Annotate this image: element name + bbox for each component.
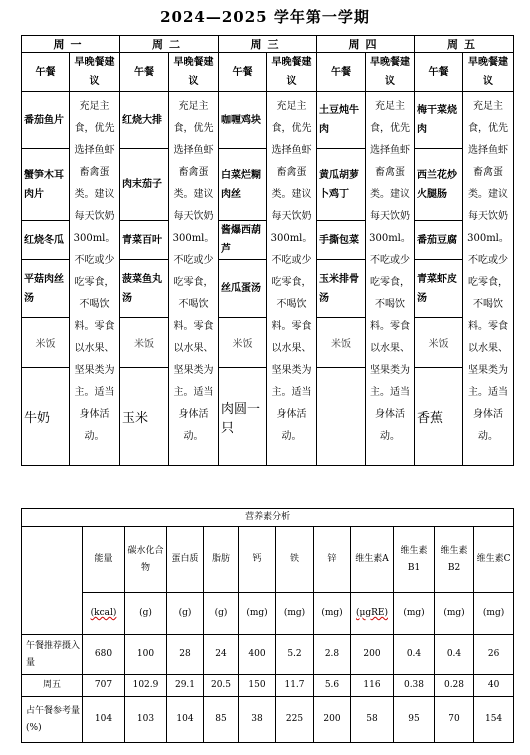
lunch-header: 午餐 — [317, 53, 366, 92]
day-thu: 周四 — [317, 36, 415, 53]
unit-cell: (g) — [167, 593, 204, 635]
day-wed: 周三 — [219, 36, 317, 53]
day-header-row — [22, 36, 514, 53]
nutrient-header: 维生素C — [474, 527, 514, 593]
dish: 白菜烂糊肉丝 — [219, 149, 267, 221]
table-cell: 150 — [239, 675, 276, 697]
dish-row — [22, 92, 514, 149]
table-cell: 24 — [204, 635, 239, 675]
dish: 咖喱鸡块 — [219, 92, 267, 149]
dish: 平菇肉丝汤 — [22, 260, 70, 318]
unit-cell: (g) — [204, 593, 239, 635]
meal-advice: 充足主食，优先选择鱼虾畜禽蛋类。建议每天饮奶300ml。不吃或少吃零食，不喝饮料。零食以水果、坚果类为主。适当身体活动。 — [267, 92, 317, 466]
dish: 番茄鱼片 — [22, 92, 70, 149]
table-cell: 102.9 — [125, 675, 167, 697]
unit-cell: (mg) — [394, 593, 435, 635]
advice-header: 早晚餐建议 — [366, 53, 415, 92]
dish: 番茄豆腐 — [415, 221, 463, 260]
table-cell: 104 — [83, 697, 125, 743]
nutrient-header: 锌 — [314, 527, 351, 593]
dish: 黄瓜胡萝卜鸡丁 — [317, 149, 366, 221]
nutrient-header: 铁 — [276, 527, 314, 593]
staple: 米饭 — [317, 318, 366, 368]
table-cell: 5.2 — [276, 635, 314, 675]
table-cell: 58 — [351, 697, 394, 743]
table-cell: 40 — [474, 675, 514, 697]
table-cell: 11.7 — [276, 675, 314, 697]
snack — [317, 368, 366, 466]
table-cell: 95 — [394, 697, 435, 743]
dish: 手撕包菜 — [317, 221, 366, 260]
staple: 米饭 — [219, 318, 267, 368]
page-title: 2024—2025 学年第一学期 — [160, 8, 370, 26]
nutrient-header: 能量 — [83, 527, 125, 593]
unit-cell: (mg) — [276, 593, 314, 635]
unit-cell: (μgRE) — [351, 593, 394, 635]
corner-cell — [22, 527, 83, 635]
nutrient-header: 维生素A — [351, 527, 394, 593]
table-cell: 85 — [204, 697, 239, 743]
lunch-header: 午餐 — [22, 53, 70, 92]
table-row — [22, 675, 514, 697]
lunch-header: 午餐 — [120, 53, 169, 92]
table-cell: 707 — [83, 675, 125, 697]
dish: 菠菜鱼丸汤 — [120, 260, 169, 318]
dish: 青菜虾皮汤 — [415, 260, 463, 318]
table-cell: 20.5 — [204, 675, 239, 697]
table-cell: 2.8 — [314, 635, 351, 675]
dish: 西兰花炒火腿肠 — [415, 149, 463, 221]
table-cell: 0.4 — [435, 635, 474, 675]
lunch-header: 午餐 — [219, 53, 267, 92]
table-cell: 26 — [474, 635, 514, 675]
advice-header: 早晚餐建议 — [463, 53, 514, 92]
unit-row — [22, 593, 514, 635]
advice-header: 早晚餐建议 — [169, 53, 219, 92]
column-header-row — [22, 53, 514, 92]
meal-advice: 充足主食，优先选择鱼虾畜禽蛋类。建议每天饮奶300ml。不吃或少吃零食，不喝饮料。零食以水果、坚果类为主。适当身体活动。 — [70, 92, 120, 466]
day-fri: 周五 — [415, 36, 514, 53]
table-cell: 38 — [239, 697, 276, 743]
table-row — [22, 635, 514, 675]
table-row — [22, 697, 514, 743]
meal-advice: 充足主食，优先选择鱼虾畜禽蛋类。建议每天饮奶300ml。不吃或少吃零食，不喝饮料。零食以水果、坚果类为主。适当身体活动。 — [463, 92, 514, 466]
table-cell: 103 — [125, 697, 167, 743]
dish: 丝瓜蛋汤 — [219, 260, 267, 318]
table-cell: 5.6 — [314, 675, 351, 697]
unit-cell: (mg) — [239, 593, 276, 635]
table-cell: 400 — [239, 635, 276, 675]
unit-cell: (kcal) — [83, 593, 125, 635]
dish: 蟹笋木耳肉片 — [22, 149, 70, 221]
nutrient-header: 钙 — [239, 527, 276, 593]
dish: 土豆炖牛肉 — [317, 92, 366, 149]
meal-advice: 充足主食，优先选择鱼虾畜禽蛋类。建议每天饮奶300ml。不吃或少吃零食，不喝饮料。零食以水果、坚果类为主。适当身体活动。 — [366, 92, 415, 466]
row-label: 周五 — [22, 675, 83, 697]
nutrient-header: 维生素B1 — [394, 527, 435, 593]
nutrition-table — [21, 508, 514, 743]
nutrient-header: 蛋白质 — [167, 527, 204, 593]
table-cell: 116 — [351, 675, 394, 697]
table-cell: 225 — [276, 697, 314, 743]
table-cell: 104 — [167, 697, 204, 743]
snack: 肉圆一只 — [219, 368, 267, 466]
table-cell: 200 — [351, 635, 394, 675]
table-cell: 200 — [314, 697, 351, 743]
unit-cell: (mg) — [474, 593, 514, 635]
day-mon: 周一 — [22, 36, 120, 53]
dish: 玉米排骨汤 — [317, 260, 366, 318]
meal-advice: 充足主食，优先选择鱼虾畜禽蛋类。建议每天饮奶300ml。不吃或少吃零食，不喝饮料。零食以水果、坚果类为主。适当身体活动。 — [169, 92, 219, 466]
dish: 青菜百叶 — [120, 221, 169, 260]
day-tue: 周二 — [120, 36, 219, 53]
advice-header: 早晚餐建议 — [70, 53, 120, 92]
dish: 梅干菜烧肉 — [415, 92, 463, 149]
dish: 红烧冬瓜 — [22, 221, 70, 260]
row-label: 午餐推荐摄入量 — [22, 635, 83, 675]
snack: 玉米 — [120, 368, 169, 466]
table-cell: 680 — [83, 635, 125, 675]
weekly-menu-table — [21, 35, 514, 466]
dish: 肉末茄子 — [120, 149, 169, 221]
table-cell: 0.38 — [394, 675, 435, 697]
nutrient-header: 脂肪 — [204, 527, 239, 593]
table-cell: 70 — [435, 697, 474, 743]
table-cell: 28 — [167, 635, 204, 675]
nutrient-header-row — [22, 527, 514, 593]
table-cell: 0.28 — [435, 675, 474, 697]
table-cell: 29.1 — [167, 675, 204, 697]
dish: 酱爆西葫芦 — [219, 221, 267, 260]
nutrition-caption: 营养素分析 — [22, 509, 514, 527]
staple: 米饭 — [22, 318, 70, 368]
unit-cell: (mg) — [314, 593, 351, 635]
advice-header: 早晚餐建议 — [267, 53, 317, 92]
snack: 香蕉 — [415, 368, 463, 466]
staple: 米饭 — [120, 318, 169, 368]
table-cell: 100 — [125, 635, 167, 675]
dish: 红烧大排 — [120, 92, 169, 149]
snack: 牛奶 — [22, 368, 70, 466]
unit-cell: (g) — [125, 593, 167, 635]
table-cell: 154 — [474, 697, 514, 743]
row-label: 占午餐参考量(%) — [22, 697, 83, 743]
nutrient-header: 碳水化合物 — [125, 527, 167, 593]
table-cell: 0.4 — [394, 635, 435, 675]
nutrient-header: 维生素B2 — [435, 527, 474, 593]
unit-cell: (mg) — [435, 593, 474, 635]
lunch-header: 午餐 — [415, 53, 463, 92]
staple: 米饭 — [415, 318, 463, 368]
